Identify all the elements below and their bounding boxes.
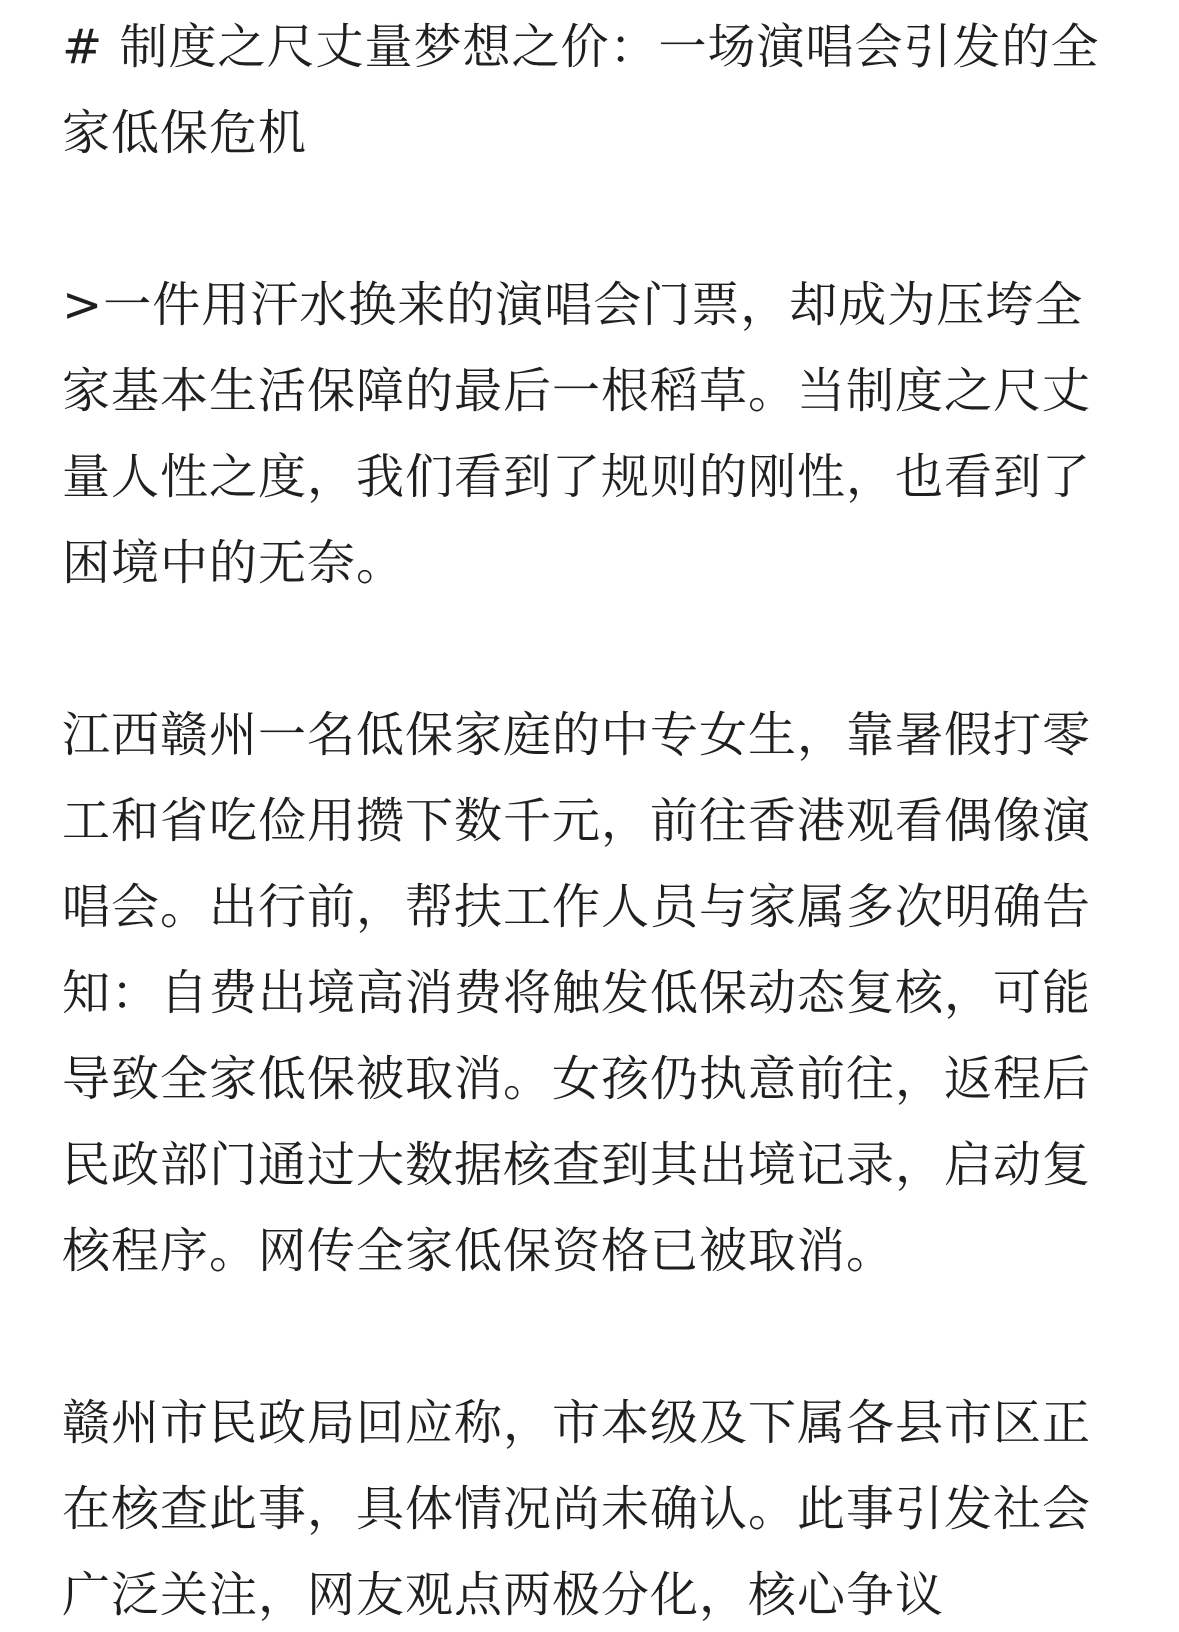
- article-title: # 制度之尺丈量梦想之价：一场演唱会引发的全家低保危机: [62, 19, 1100, 161]
- article-paragraph: 江西赣州一名低保家庭的中专女生，靠暑假打零工和省吃俭用攒下数千元，前往香港观看偶像演唱会。出行前，帮扶工作人员与家属多次明确告知：自费出境高消费将触发低保动态复核，可能导致全家低保被取消。女孩仍执意前往，返程后民政部门通过大数据核查到其出境记录，启动复核程序。网传全家低保资格已被取消。: [62, 707, 1092, 1279]
- article-paragraph: 赣州市民政局回应称，市本级及下属各县市区正在核查此事，具体情况尚未确认。此事引发社会广泛关注，网友观点两极分化，核心争议: [62, 1395, 1092, 1623]
- spacer: [62, 1294, 1117, 1380]
- spacer: [62, 176, 1117, 262]
- article-quote: >一件用汗水换来的演唱会门票，却成为压垮全家基本生活保障的最后一根稻草。当制度之尺丈量人性之度，我们看到了规则的刚性，也看到了困境中的无奈。: [62, 277, 1092, 591]
- spacer: [62, 606, 1117, 692]
